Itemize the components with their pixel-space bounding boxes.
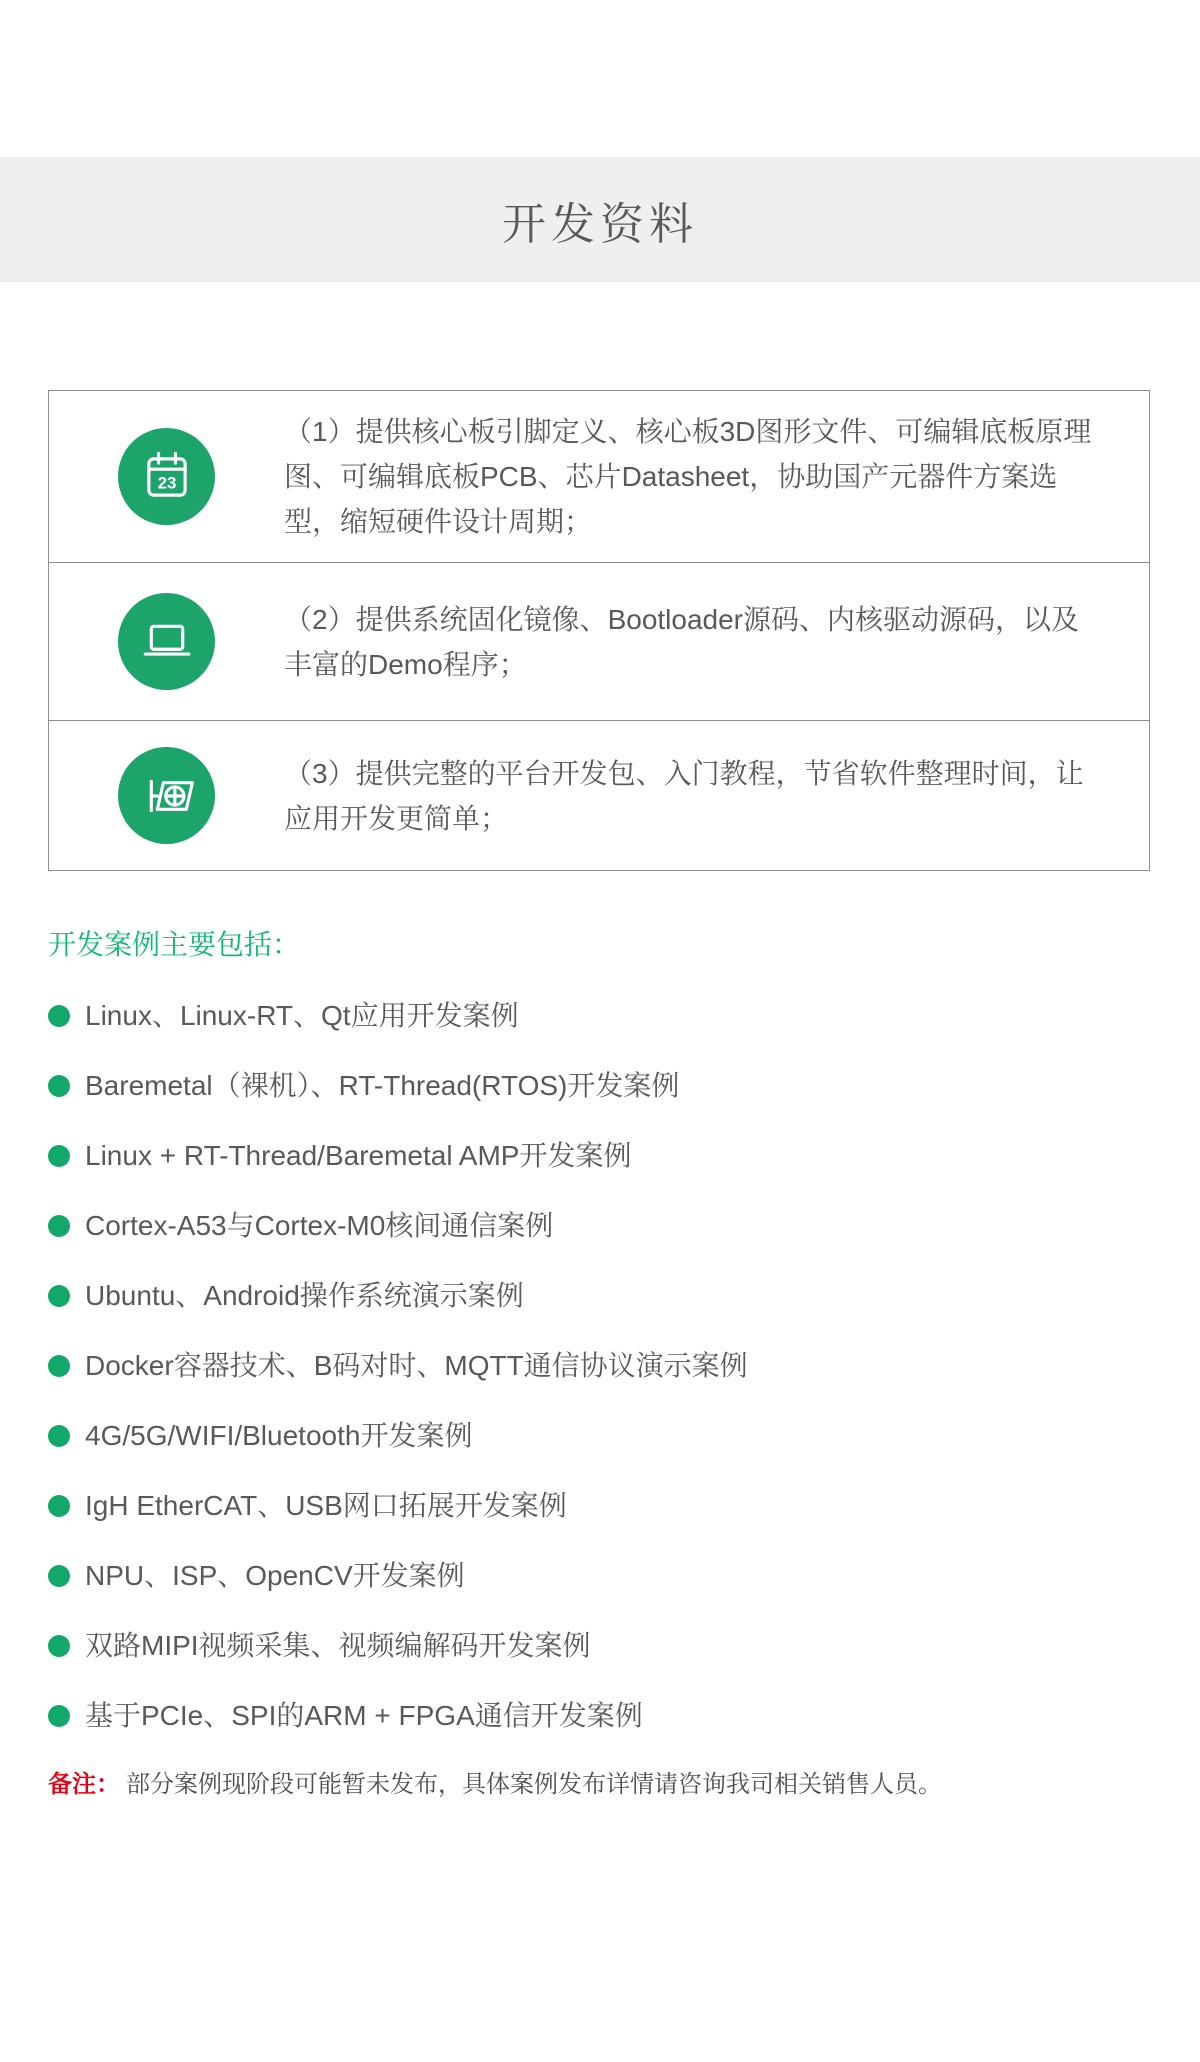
list-item [48, 1069, 1200, 1103]
case-list [48, 999, 1200, 1733]
list-item [48, 1419, 1200, 1453]
icon-cell [49, 428, 284, 525]
list-item [48, 1209, 1200, 1243]
table-row [49, 562, 1149, 720]
bullet-icon [48, 1075, 70, 1097]
list-item [48, 1559, 1200, 1593]
case-text: Baremetal（裸机）、RT-Thread(RTOS)开发案例 [85, 1070, 680, 1101]
page-title: 开发资料 [502, 199, 698, 249]
case-text: 4G/5G/WIFI/Bluetooth开发案例 [85, 1420, 473, 1451]
cases-heading: 开发案例主要包括： [48, 929, 301, 960]
list-item [48, 1699, 1200, 1733]
table-row [49, 720, 1149, 870]
icon-cell [49, 593, 284, 690]
note-text: 部分案例现阶段可能暂未发布，具体案例发布详情请咨询我司相关销售人员。 [126, 1771, 942, 1798]
case-text: IgH EtherCAT、USB网口拓展开发案例 [85, 1490, 567, 1521]
case-text: 基于PCIe、SPI的ARM + FPGA通信开发案例 [85, 1700, 643, 1731]
laptop-icon [118, 593, 215, 690]
list-item [48, 1279, 1200, 1313]
case-text: Linux + RT-Thread/Baremetal AMP开发案例 [85, 1140, 632, 1171]
bullet-icon [48, 1355, 70, 1377]
case-text: Linux、Linux-RT、Qt应用开发案例 [85, 1000, 519, 1031]
list-item [48, 999, 1200, 1033]
list-item [48, 1139, 1200, 1173]
feature-text: （2）提供系统固化镜像、Bootloader源码、内核驱动源码，以及丰富的Demo程序； [284, 603, 1080, 680]
note-label: 备注： [48, 1771, 120, 1798]
table-row [49, 391, 1149, 562]
bullet-icon [48, 1145, 70, 1167]
case-text: NPU、ISP、OpenCV开发案例 [85, 1560, 465, 1591]
calendar-day-number: 23 [157, 472, 176, 492]
list-item [48, 1349, 1200, 1383]
case-text: 双路MIPI视频采集、视频编解码开发案例 [85, 1630, 591, 1661]
list-item [48, 1629, 1200, 1663]
case-text: Ubuntu、Android操作系统演示案例 [85, 1280, 524, 1311]
pcb-board-icon [118, 747, 215, 844]
icon-cell [49, 747, 284, 844]
case-text: Cortex-A53与Cortex-M0核间通信案例 [85, 1210, 554, 1241]
bullet-icon [48, 1285, 70, 1307]
bullet-icon [48, 1495, 70, 1517]
feature-text: （3）提供完整的平台开发包、入门教程，节省软件整理时间，让应用开发更简单； [284, 757, 1084, 834]
feature-text: （1）提供核心板引脚定义、核心板3D图形文件、可编辑底板原理图、可编辑底板PCB、芯片Datasheet，协助国产元器件方案选型，缩短硬件设计周期； [284, 416, 1092, 537]
bullet-icon [48, 1635, 70, 1657]
bullet-icon [48, 1215, 70, 1237]
bullet-icon [48, 1005, 70, 1027]
section-header-band [0, 157, 1200, 282]
bullet-icon [48, 1565, 70, 1587]
list-item [48, 1489, 1200, 1523]
features-table [48, 390, 1150, 871]
case-text: Docker容器技术、B码对时、MQTT通信协议演示案例 [85, 1350, 748, 1381]
bullet-icon [48, 1705, 70, 1727]
bullet-icon [48, 1425, 70, 1447]
note [48, 1769, 1200, 1801]
calendar-icon [118, 428, 215, 525]
